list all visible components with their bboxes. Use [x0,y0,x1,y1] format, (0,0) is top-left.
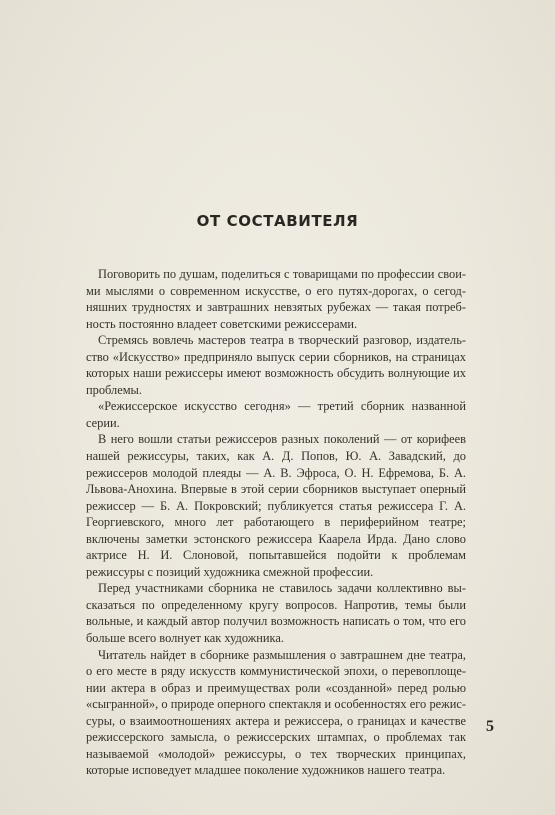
paragraph-4: В него вошли статьи режиссеров разных поколений — от корифеев нашей режиссуры, таких, как А. Д. Попов, Ю. А. Завадский, до режиссеров молодой плеяды — А. В. Эфроса, О. Н. Ефремова, Б. А. Львова-Анохина. Впервые в этой серии сборников выступает оперный режиссер — Б. А. Покровский; публикуется статья режиссера Г. А. Георгиевского, много лет работающего в периферийном театре; включены заметки эстонского режиссера Каарела Ирда. Дано слово актрисе Н. И. Слоновой, попытавшейся подойти к проблемам режиссуры с позиций художника смежной профессии. [86,432,466,579]
paragraph-6: Читатель найдет в сборнике размышления о завтрашнем дне театра, о его месте в ряду искусств коммунистической эпохи, о перевоплощении актера в образ и преимуществах роли «созданной» перед ролью «сыгранной», о природе оперного спектакля и особенностях его режиссуры, о взаимоотношениях актера и режиссера, о границах и качестве режиссерского замысла, о режиссерских штампах, о проблемах так называемой «молодой» режиссуры, о тех творческих принципах, которые исповедует младшее поколение художников нашего театра. [86,647,466,778]
body-text [86,266,466,779]
paragraph-5: Перед участниками сборника не ставилось задачи коллективно высказаться по определенному кругу вопросов. Напротив, темы были вольные, и каждый автор получил возможность написать о том, что его больше всего волнует как художника. [86,581,466,646]
paragraph-3: «Режиссерское искусство сегодня» — третий сборник названной серии. [86,399,466,430]
page-number: 5 [486,718,494,735]
page-title: ОТ СОСТАВИТЕЛЯ [196,212,359,230]
paragraph-2: Стремясь вовлечь мастеров театра в творческий разговор, издательство «Искусство» предприняло выпуск серии сборников, на страницах которых наши режиссеры имеют возможность обсудить волнующие их проблемы. [86,333,466,397]
paragraph-1: Поговорить по душам, поделиться с товарищами по профессии своими мыслями о современном искусстве, о его путях-дорогах, о сегодняшних трудностях и завтрашних невзятых рубежах — такая потребность постоянно владеет советскими режиссерами. [86,267,466,331]
